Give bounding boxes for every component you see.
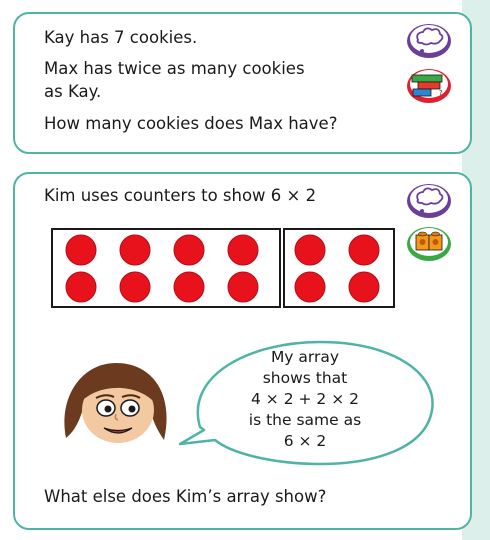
counter — [295, 272, 325, 302]
kim-character-avatar — [56, 358, 176, 448]
speech-bubble-text — [235, 347, 375, 452]
speech-line-5: 6 × 2 — [283, 432, 327, 450]
speech-line-2: shows that — [262, 369, 348, 387]
problem2-question: What else does Kim’s array show? — [44, 487, 327, 506]
counter — [120, 235, 150, 265]
svg-text:?: ? — [439, 89, 443, 97]
counter — [349, 272, 379, 302]
counter — [120, 272, 150, 302]
problem1-line2: Max has twice as many cookies — [44, 59, 305, 78]
counter — [66, 272, 96, 302]
speech-line-4: is the same as — [248, 411, 362, 429]
speech-line-1: My array — [270, 348, 340, 366]
counter — [174, 235, 204, 265]
counter — [66, 235, 96, 265]
problem1-line3: as Kay. — [44, 82, 102, 101]
counter — [349, 235, 379, 265]
counter — [174, 272, 204, 302]
counter — [228, 272, 258, 302]
problem1-question: How many cookies does Max have? — [44, 114, 338, 133]
counter — [228, 235, 258, 265]
problem1-line1: Kay has 7 cookies. — [44, 28, 198, 47]
speech-line-3: 4 × 2 + 2 × 2 — [251, 390, 359, 408]
problem2-title: Kim uses counters to show 6 × 2 — [44, 186, 317, 205]
counter — [295, 235, 325, 265]
